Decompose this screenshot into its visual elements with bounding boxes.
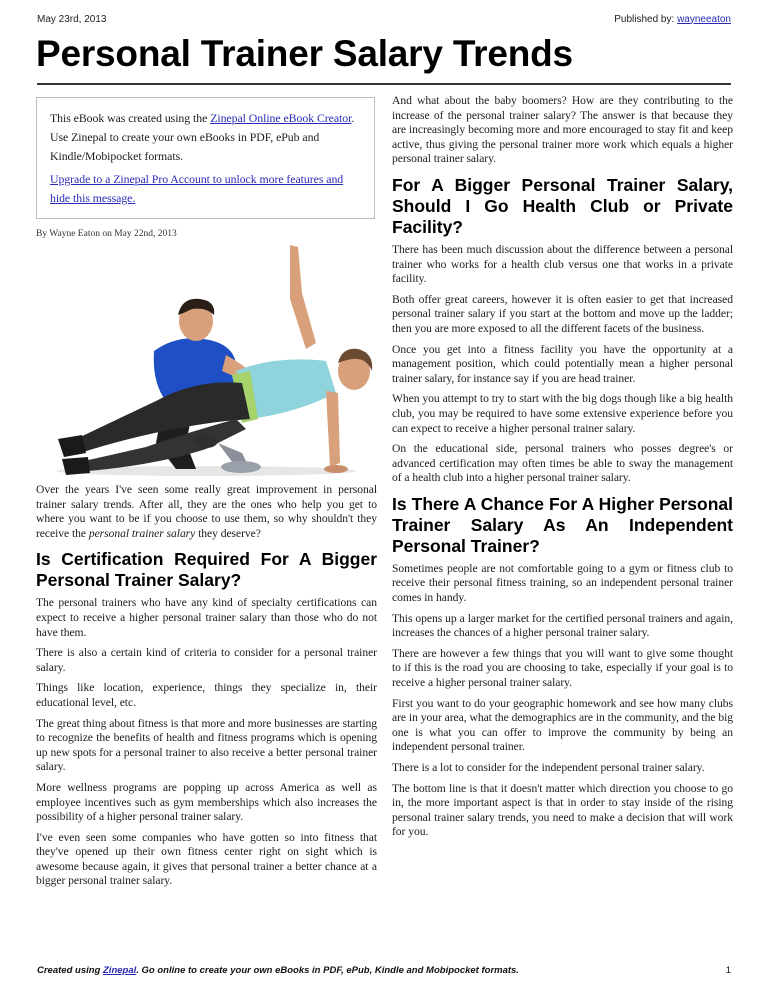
zinepal-creator-link[interactable]: Zinepal Online eBook Creator xyxy=(210,111,352,125)
intro-text-post: they deserve? xyxy=(195,526,261,540)
intro-paragraph xyxy=(36,483,377,541)
paragraph: There is a lot to consider for the independent personal trainer salary. xyxy=(392,761,705,774)
paragraph: This opens up a larger market for the certified personal trainers and again, increases the chances of a higher personal trainer salary. xyxy=(392,611,733,640)
paragraph: Sometimes people are not comfortable going to a gym or fitness club to receive their personal fitness training, so an independent personal trainer comes in handy. xyxy=(392,561,733,605)
section-heading-health-club: For A Bigger Personal Trainer Salary, Should I Go Health Club or Private Facility? xyxy=(392,174,733,237)
section-heading-independent: Is There A Chance For A Higher Personal Trainer Salary As An Independent Personal Trainer? xyxy=(392,493,733,556)
paragraph: Things like location, experience, things they specialize in, their educational level, etc. xyxy=(36,681,377,709)
paragraph: Both offer great careers, however it is often easier to get that increased personal trainer salary if you start at the bottom and move up the ladder; then you are more exposed to all the different facets of the business. xyxy=(392,292,733,335)
published-by-label: Published by: xyxy=(614,13,678,25)
trainer-photo xyxy=(36,243,386,483)
paragraph: More wellness programs are popping up across America as well as employee incentives such as gym memberships which also increases the possibility of a higher personal trainer salary. xyxy=(36,780,377,824)
page-title: Personal Trainer Salary Trends xyxy=(36,33,573,74)
section-heading-certification: Is Certification Required For A Bigger Personal Trainer Salary? xyxy=(36,549,377,591)
zinepal-footer-link[interactable]: Zinepal xyxy=(103,964,137,976)
paragraph: The personal trainers who have any kind of specialty certifications can expect to receive a higher personal trainer salary than those who do not have them. xyxy=(36,596,377,639)
upgrade-text xyxy=(50,170,362,208)
paragraph: The great thing about fitness is that more and more businesses are starting to recognize the benefits of health and fitness programs which is opening up new spots for a personal trainer to also receive a better personal trainer salary. xyxy=(36,716,377,774)
paragraph: The bottom line is that it doesn't matter which direction you choose to go in, the more important aspect is that in order to stay inside of the rising personal trainer salary trends, you need to make a decision that will work for you. xyxy=(392,781,733,839)
published-by xyxy=(614,14,731,25)
paragraph: First you want to do your geographic homework and see how many clubs are in your area, what the demographics are in the community, and the big one is what you can offer to improve the community by being an independent personal trainer. xyxy=(392,696,733,754)
paragraph: I've even seen some companies who have gotten so into fitness that they've opened up their own fitness center right on sight which is awesome because again, it gives that personal trainer a better chance at a bigger personal trainer salary. xyxy=(36,830,377,888)
paragraph: Once you get into a fitness facility you have the opportunity at a management position, which could potentially mean a higher personal trainer salary, for instance say if you are head trainer. xyxy=(392,342,733,385)
article-byline: By Wayne Eaton on May 22nd, 2013 xyxy=(36,229,177,239)
title-divider xyxy=(37,83,731,85)
trainer-side-plank-image xyxy=(36,243,386,483)
right-column xyxy=(392,94,733,846)
publish-date: May 23rd, 2013 xyxy=(37,13,107,25)
promo-text-post: . Use Zinepal to create your own eBooks in PDF, ePub and Kindle/Mobipocket formats. xyxy=(50,111,355,163)
paragraph: There is also a certain kind of criteria to consider for a personal trainer salary. xyxy=(36,646,377,674)
page-meta-bar xyxy=(37,12,731,26)
page-number: 1 xyxy=(725,964,731,976)
left-column xyxy=(36,94,377,895)
intro-italic-keyword: personal trainer salary xyxy=(88,526,196,540)
paragraph: On the educational side, personal trainers who posses degree's or advanced certification may often times be able to sway the management of a health club into a higher personal trainer salary. xyxy=(392,442,733,485)
footer-text-pre: Created using xyxy=(37,964,103,976)
zinepal-promo-box xyxy=(36,97,375,219)
footer-text-post: . Go online to create your own eBooks in PDF, ePub, Kindle and Mobipocket formats. xyxy=(136,964,519,976)
upgrade-pro-link[interactable]: Upgrade to a Zinepal Pro Account to unlock more features and hide this message. xyxy=(50,172,344,205)
promo-text xyxy=(50,109,362,166)
footer-text xyxy=(37,965,519,976)
paragraph: There are however a few things that you will want to give some thought to if this is the road you are choosing to take, especially if your goal is to receive a higher personal trainer salary. xyxy=(392,646,733,690)
baby-boomers-paragraph: And what about the baby boomers? How are they contributing to the increase of the personal trainer salary? The answer is that because they are increasingly becoming more and more encouraged to stay fit and keep active, thus giving the personal trainer more work which equals a higher personal trainer salary. xyxy=(392,94,733,166)
paragraph: When you attempt to try to start with the big dogs though like a big health club, you may be required to have some extensive experience before you can expect to receive a higher personal trainer salary. xyxy=(392,392,733,435)
publisher-link[interactable]: wayneeaton xyxy=(677,13,731,25)
intro-text-pre: Over the years I've seen some really great improvement in personal trainer salary trends. After all, they are the ones who help you get to where you want to be if you choose to use them, so why shouldn't they receive the xyxy=(36,483,377,540)
page-footer xyxy=(37,963,731,977)
promo-text-pre: This eBook was created using the xyxy=(50,111,211,125)
paragraph: There has been much discussion about the difference between a personal trainer who works for a health club versus one that works in a private facility. xyxy=(392,242,733,286)
